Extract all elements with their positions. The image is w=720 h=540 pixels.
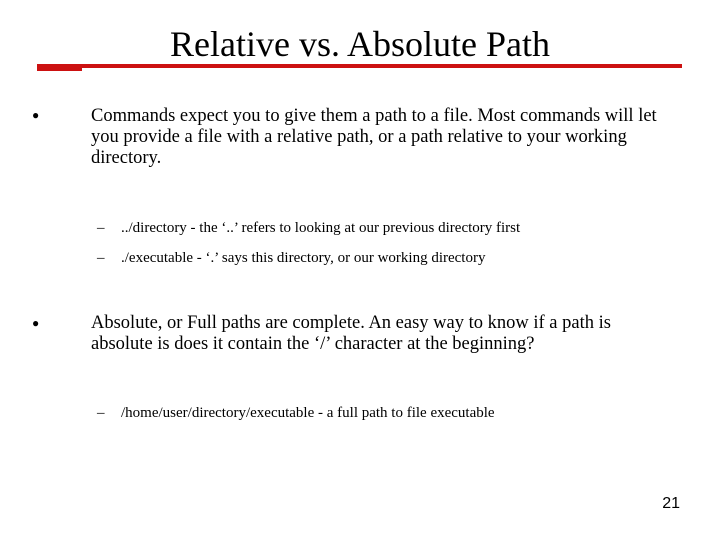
slide-title: Relative vs. Absolute Path — [170, 24, 550, 64]
bullet-text: Commands expect you to give them a path to a file. Most commands will let you provide a file with a relative path, or a path relative to your working directory. — [91, 106, 657, 168]
sub-bullet-marker: – — [97, 405, 105, 421]
title-underline-accent — [37, 68, 82, 71]
sub-bullet-text: ./executable - ‘.’ says this directory, or our working directory — [121, 250, 486, 266]
page-number: 21 — [662, 495, 680, 512]
bullet-marker: ● — [32, 316, 40, 330]
bullet-marker: ● — [32, 108, 40, 122]
title-underline — [37, 64, 682, 68]
sub-bullet-text: /home/user/directory/executable - a full path to file executable — [121, 405, 495, 421]
sub-bullet-text: ../directory - the ‘..’ refers to looking at our previous directory first — [121, 220, 521, 236]
sub-bullet-marker: – — [97, 220, 105, 236]
bullet-text: Absolute, or Full paths are complete. An easy way to know if a path is absolute is does it contain the ‘/’ character at the beginning? — [91, 313, 611, 354]
sub-bullet-marker: – — [97, 250, 105, 266]
